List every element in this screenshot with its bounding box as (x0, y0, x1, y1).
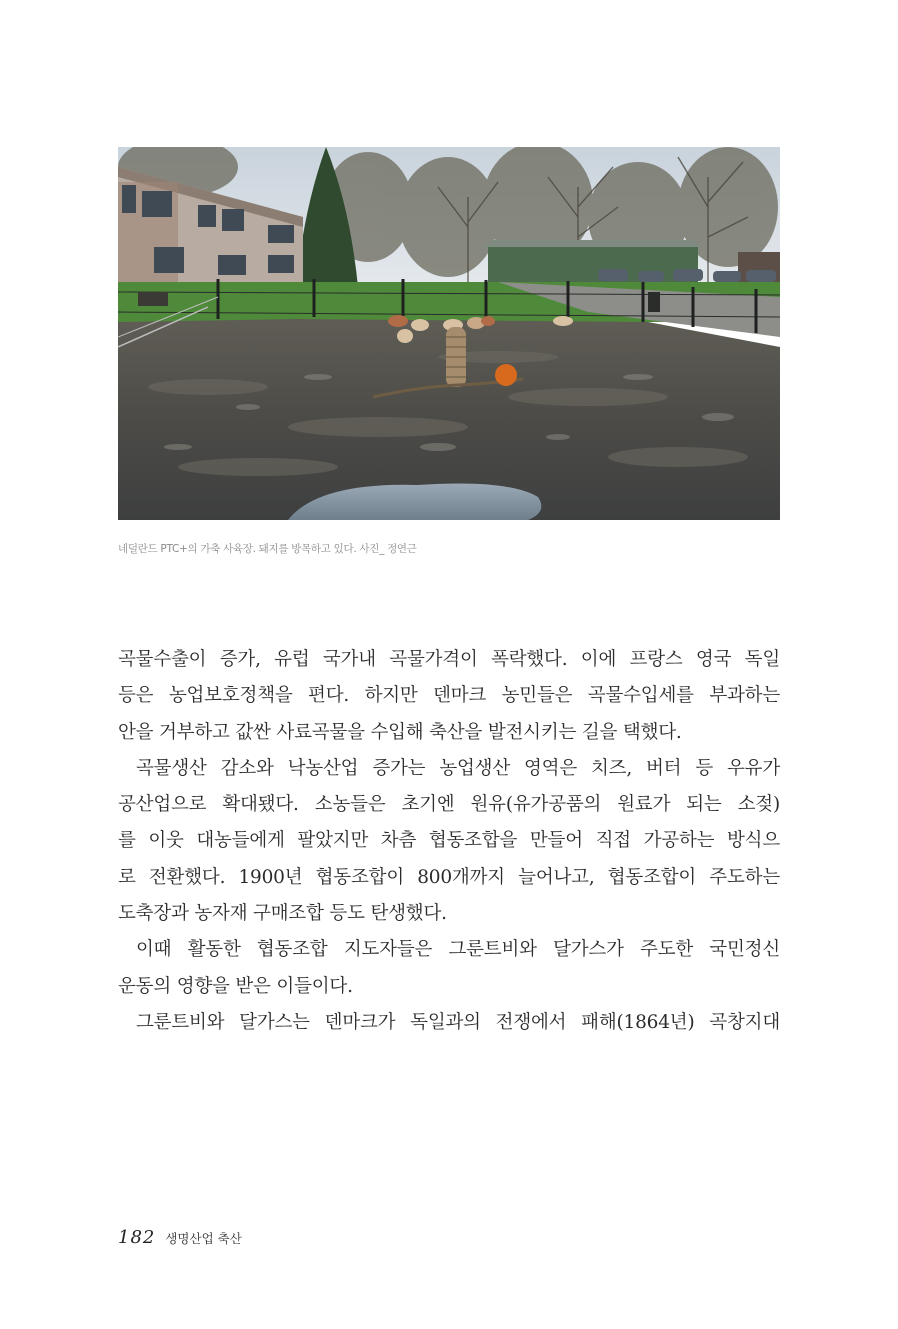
body-line: 도축장과 농자재 구매조합 등도 탄생했다. (118, 903, 447, 925)
body-line: 를 이웃 대농들에게 팔았지만 차츰 협동조합을 만들어 직접 가공하는 방식으 (118, 830, 780, 852)
page-number: 182 (118, 1227, 156, 1248)
pig-pen-photo (118, 147, 780, 520)
photo-caption: 네덜란드 PTC+의 가축 사육장. 돼지를 방목하고 있다. 사진_ 정연근 (118, 543, 417, 555)
body-line: 이때 활동한 협동조합 지도자들은 그룬트비와 달가스가 주도한 국민정신 (136, 939, 780, 961)
section-title: 생명산업 축산 (165, 1231, 242, 1246)
body-line: 등은 농업보호정책을 편다. 하지만 덴마크 농민들은 곡물수입세를 부과하는 (118, 685, 780, 707)
farm-photo (118, 147, 780, 520)
body-text (118, 642, 780, 1041)
body-line: 공산업으로 확대됐다. 소농들은 초기엔 원유(유가공품의 원료가 되는 소젖) (118, 794, 780, 816)
body-line: 곡물수출이 증가, 유럽 국가내 곡물가격이 폭락했다. 이에 프랑스 영국 독일 (118, 649, 780, 670)
body-line: 로 전환했다. 1900년 협동조합이 800개까지 늘어나고, 협동조합이 주도하는 (118, 866, 780, 888)
page-footer (118, 1227, 242, 1248)
body-line: 운동의 영향을 받은 이들이다. (118, 975, 353, 997)
body-line: 곡물생산 감소와 낙농산업 증가는 농업생산 영역은 치즈, 버터 등 우유가 (136, 757, 780, 779)
body-line: 안을 거부하고 값싼 사료곡물을 수입해 축산을 발전시키는 길을 택했다. (118, 721, 682, 743)
body-line: 그룬트비와 달가스는 덴마크가 독일과의 전쟁에서 패해(1864년) 곡창지대 (136, 1011, 780, 1033)
